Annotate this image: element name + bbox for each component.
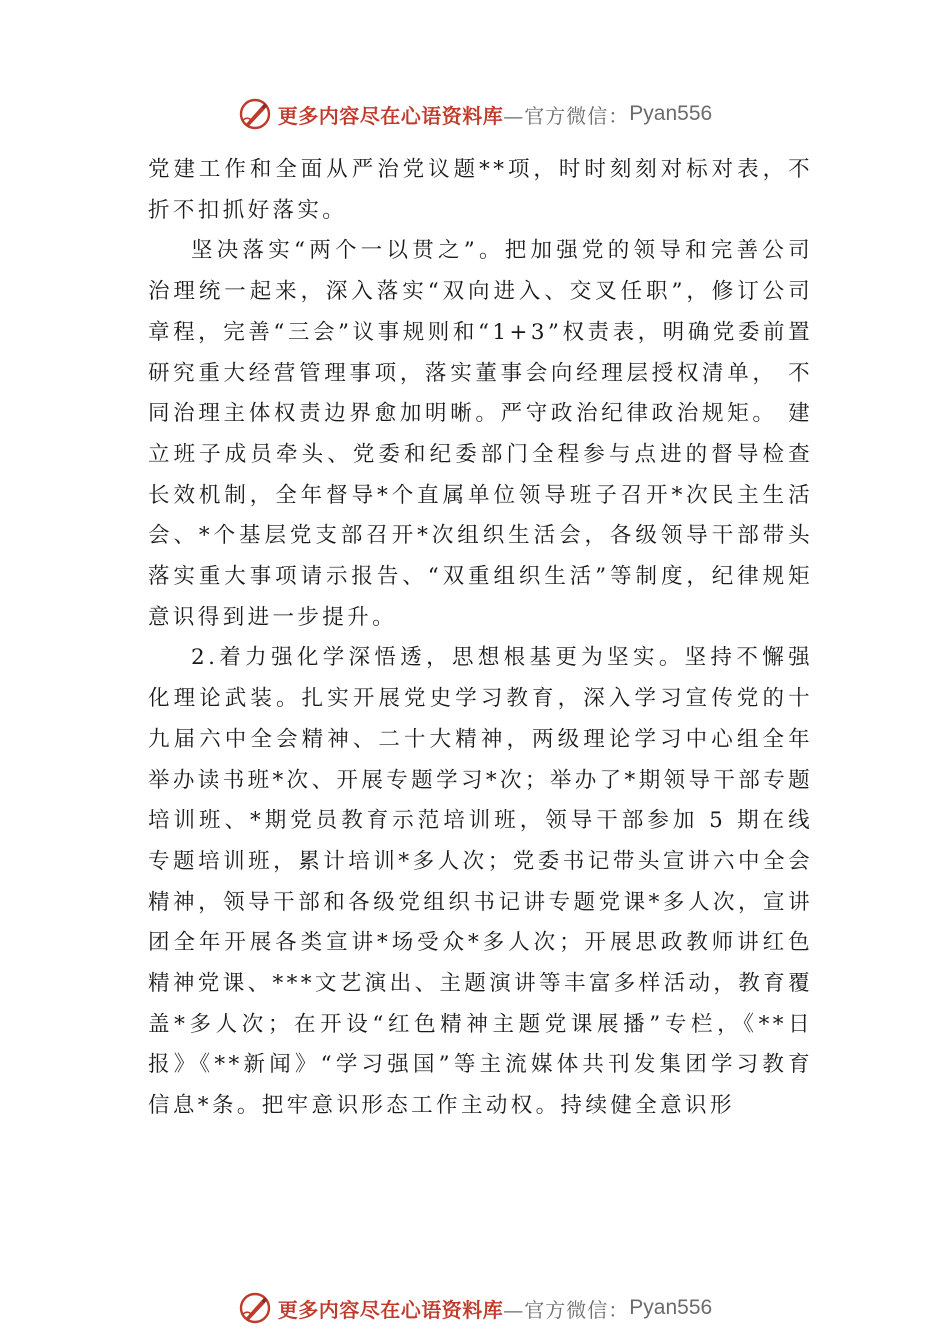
banner-wechat-id: Pyan556 <box>629 102 713 125</box>
banner-wechat-id: Pyan556 <box>629 1296 713 1319</box>
body-paragraph: 坚决落实“两个一以贯之”。把加强党的领导和完善公司治理统一起来，深入落实“双向进入、交叉任职”，修订公司章程，完善“三会”议事规则和“1+3”权责表，明确党委前置研究重大经营管理事项，落实董事会向经理层授权清单， 不同治理主体权责边界愈加明晰。严守政治纪律政治规矩。 建立班子成员牵头、党委和纪委部门全程参与点进的督导检查长效机制，全年督导*个直属单位领导班子召开*次民主生活会、*个基层党支部召开*次组织生活会，各级领导干部带头落实重大事项请示报告、“双重组织生活”等制度，纪律规矩意识得到进一步提升。 <box>148 238 813 630</box>
body-paragraph: 党建工作和全面从严治党议题**项，时时刻刻对标对表，不折不扣抓好落实。 <box>148 157 813 223</box>
banner-brand-text: 更多内容尽在心语资料库 <box>277 1297 504 1322</box>
body-paragraph: 2.着力强化学深悟透，思想根基更为坚实。坚持不懈强化理论武装。扎实开展党史学习教育，深入学习宣传党的十九届六中全会精神、二十大精神，两级理论学习中心组全年举办读书班*次、开展专题学习*次；举办了*期领导干部专题培训班、*期党员教育示范培训班，领导干部参加 5 期在线专题培训班，累计培训*多人次；党委书记带头宣讲六中全会精神，领导干部和各级党组织书记讲专题党课*多人次，宣讲团全年开展各类宣讲*场受众*多人次；开展思政教师讲红色精神党课、***文艺演出、主题演讲等丰富多样活动，教育覆盖*多人次；在开设“红色精神主题党课展播”专栏，《**日报》《**新闻》“学习强国”等主流媒体共刊发集团学习教育信息*条。把牢意识形态工作主动权。持续健全意识形 <box>148 645 813 1119</box>
document-body <box>148 150 813 1127</box>
banner-wechat-label: —官方微信： <box>503 103 630 128</box>
banner-brand-text: 更多内容尽在心语资料库 <box>277 103 504 128</box>
pen-logo-icon <box>238 97 272 131</box>
header-banner <box>0 94 950 134</box>
banner-wechat-label: —官方微信： <box>503 1297 630 1322</box>
pen-logo-icon <box>238 1291 272 1325</box>
footer-banner <box>0 1288 950 1328</box>
